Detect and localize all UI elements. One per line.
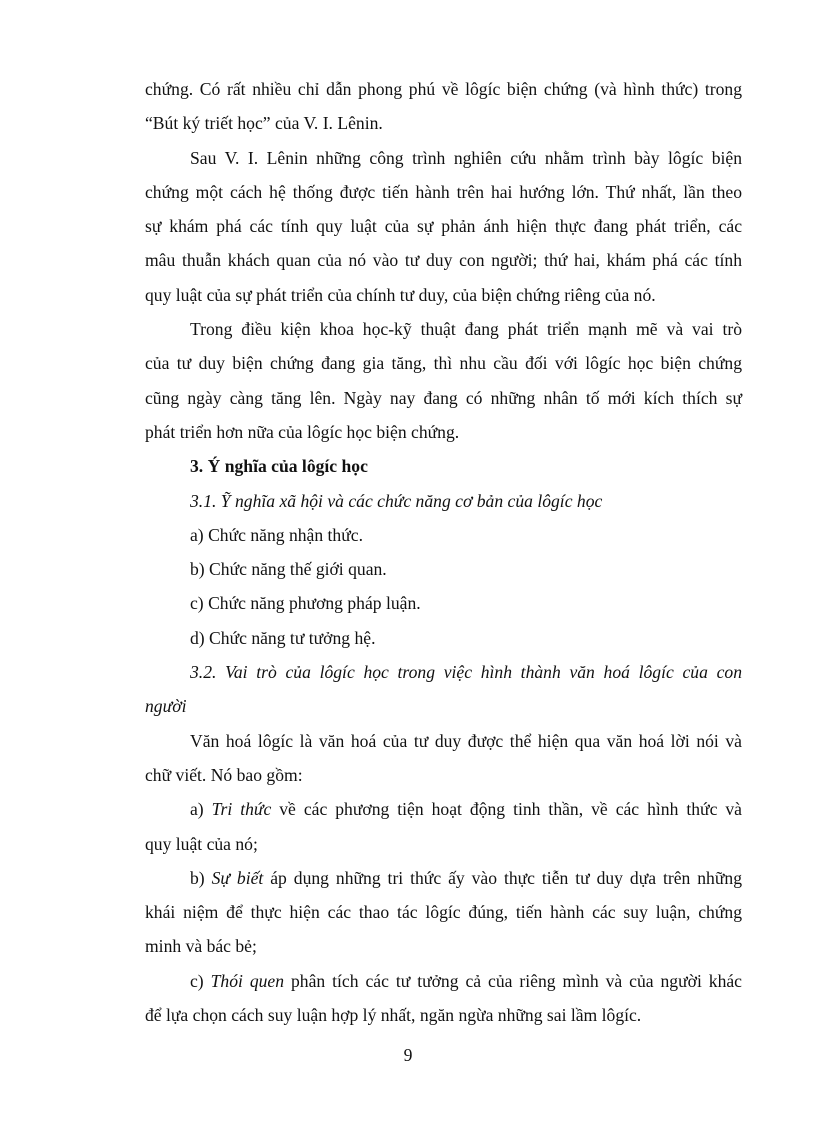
paragraph-line: phát triển hơn nữa của lôgíc học biện chứng.: [145, 421, 460, 442]
paragraph-1: [145, 72, 742, 141]
heading-line: người: [145, 696, 187, 717]
item-text: áp dụng những tri thức ấy vào thực tiễn tư duy dựa trên những: [263, 867, 742, 888]
list-item-a: [145, 792, 742, 861]
paragraph-2: [145, 141, 742, 312]
item-text: phân tích các tư tưởng cả của riêng mình và của người khác: [284, 970, 742, 991]
paragraph-line: [145, 964, 742, 998]
paragraph-line: để lựa chọn cách suy luận hợp lý nhất, ngăn ngừa những sai lầm lôgíc.: [145, 1005, 642, 1026]
paragraph-line: quy luật của sự phát triển của chính tư duy, của biện chứng riêng của nó.: [145, 284, 656, 305]
item-text: về các phương tiện hoạt động tinh thần, về các hình thức và: [271, 799, 742, 820]
subsection-heading-2: [145, 655, 742, 724]
subsection-heading: 3.1. Ỹ nghĩa xã hội và các chức năng cơ bản của lôgíc học: [190, 490, 603, 511]
paragraph-line: quy luật của nó;: [145, 833, 258, 854]
section-heading: 3. Ý nghĩa của lôgíc học: [190, 456, 368, 477]
paragraph-3: [145, 312, 742, 449]
item-prefix: a): [190, 799, 212, 820]
paragraph-line: [145, 792, 742, 826]
item-term: Tri thức: [211, 799, 272, 820]
list-item-c: [145, 964, 742, 1033]
paragraph-line: “Bút ký triết học” của V. I. Lênin.: [145, 113, 383, 134]
paragraph-line: cũng ngày càng tăng lên. Ngày nay đang có những nhân tố mới kích thích sự: [145, 387, 742, 408]
paragraph-4: [145, 724, 742, 793]
list-item-b: [145, 861, 742, 964]
paragraph-line: [145, 861, 742, 895]
list-item: d) Chức năng tư tưởng hệ.: [190, 627, 376, 648]
paragraph-line: Văn hoá lôgíc là văn hoá của tư duy được thể hiện qua văn hoá lời nói và: [190, 730, 742, 751]
item-prefix: c): [190, 970, 211, 991]
paragraph-line: của tư duy biện chứng đang gia tăng, thì nhu cầu đối với lôgíc học biện chứng: [145, 353, 742, 374]
list-item: a) Chức năng nhận thức.: [190, 524, 363, 545]
paragraph-line: chứng. Có rất nhiều chỉ dẫn phong phú về lôgíc biện chứng (và hình thức) trong: [145, 79, 742, 99]
function-list: [145, 518, 742, 655]
paragraph-line: sự khám phá các tính quy luật của sự phản ánh hiện thực đang phát triển, các: [145, 216, 742, 237]
item-prefix: b): [190, 867, 212, 888]
paragraph-line: chứng một cách hệ thống được tiến hành trên hai hướng lớn. Thứ nhất, lần theo: [145, 181, 742, 202]
page-number: 9: [403, 1045, 413, 1065]
paragraph-line: Sau V. I. Lênin những công trình nghiên cứu nhằm trình bày lôgíc biện: [190, 147, 742, 168]
document-page: [145, 72, 742, 1032]
paragraph-line: mâu thuẫn khách quan của nó vào tư duy con người; thứ hai, khám phá các tính: [145, 250, 742, 271]
list-item: b) Chức năng thế giới quan.: [190, 559, 387, 580]
paragraph-line: chữ viết. Nó bao gồm:: [145, 764, 303, 785]
heading-line: 3.2. Vai trò của lôgíc học trong việc hình thành văn hoá lôgíc của con: [190, 662, 742, 683]
paragraph-line: minh và bác bẻ;: [145, 936, 257, 957]
item-term: Sự biết: [211, 867, 264, 888]
paragraph-line: Trong điều kiện khoa học-kỹ thuật đang phát triển mạnh mẽ và vai trò: [190, 319, 742, 340]
item-term: Thói quen: [210, 970, 285, 991]
list-item: c) Chức năng phương pháp luận.: [190, 593, 421, 614]
paragraph-line: khái niệm để thực hiện các thao tác lôgíc đúng, tiến hành các suy luận, chứng: [145, 902, 742, 923]
